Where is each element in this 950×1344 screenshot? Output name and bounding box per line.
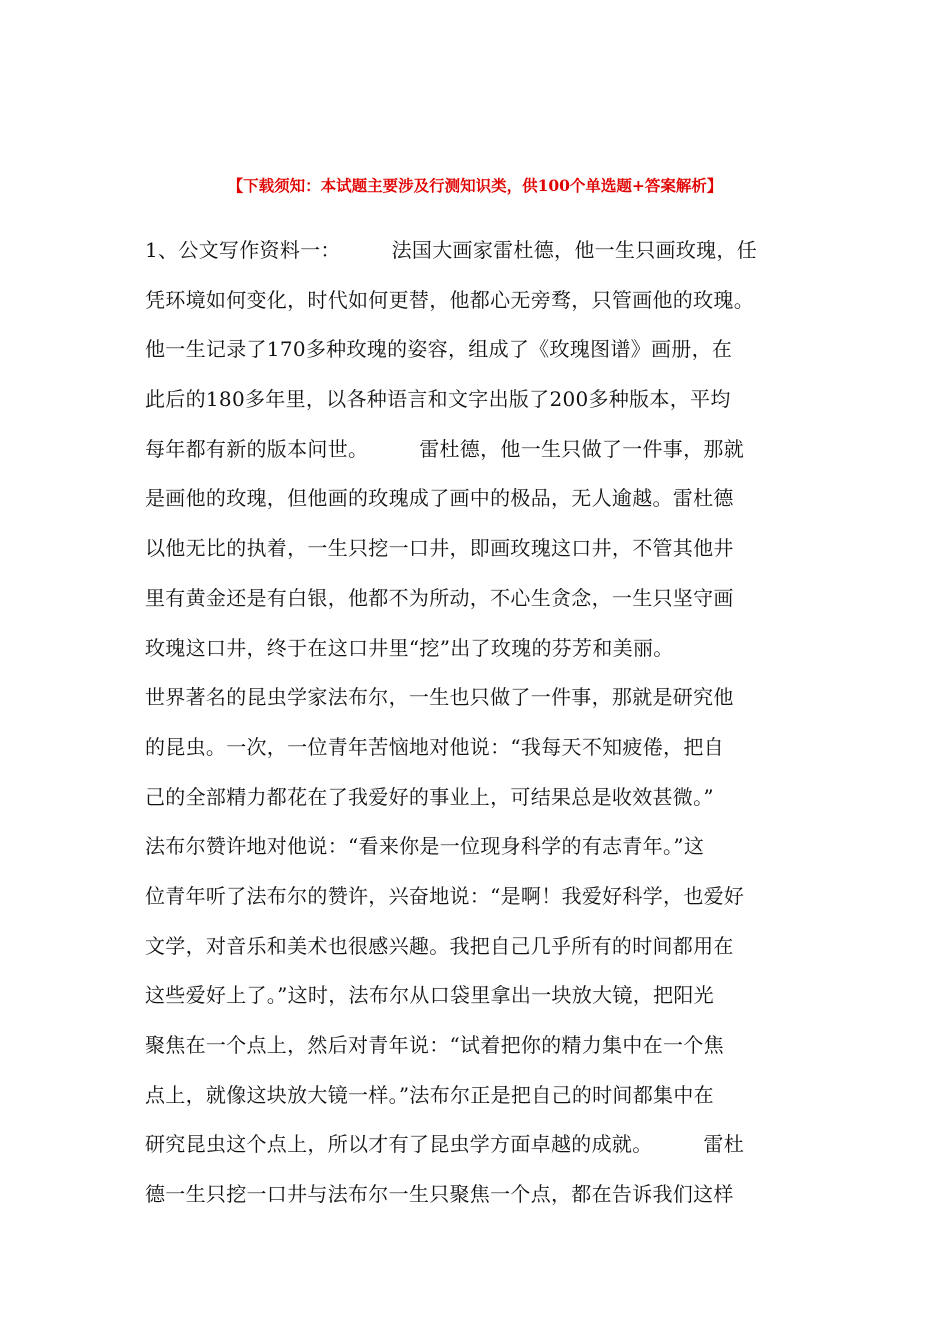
text-line: 此后的180多年里，以各种语言和文字出版了200多种版本，平均 bbox=[145, 387, 731, 412]
text-line: 己的全部精力都花在了我爱好的事业上，可结果总是收效甚微。” bbox=[145, 784, 714, 809]
text-line: 世界著名的昆虫学家法布尔，一生也只做了一件事，那就是研究他 bbox=[145, 685, 734, 710]
text-line: 里有黄金还是有白银，他都不为所动，不心生贪念，一生只坚守画 bbox=[145, 585, 734, 610]
text-line: 研究昆虫这个点上，所以才有了昆虫学方面卓越的成就。 雷杜 bbox=[145, 1132, 744, 1157]
text-line: 凭环境如何变化，时代如何更替，他都心无旁骛，只管画他的玫瑰。 bbox=[145, 287, 754, 312]
text-line: 这些爱好上了。”这时，法布尔从口袋里拿出一块放大镜，把阳光 bbox=[145, 983, 714, 1008]
text-line: 德一生只挖一口井与法布尔一生只聚焦一个点，都在告诉我们这样 bbox=[145, 1182, 734, 1207]
download-notice: 【下载须知：本试题主要涉及行测知识类，供100个单选题+答案解析】 bbox=[227, 176, 723, 195]
text-line: 文学，对音乐和美术也很感兴趣。我把自己几乎所有的时间都用在 bbox=[145, 933, 734, 958]
text-line: 的昆虫。一次，一位青年苦恼地对他说：“我每天不知疲倦，把自 bbox=[145, 734, 724, 759]
question-body bbox=[145, 232, 825, 1226]
text-line: 法布尔赞许地对他说：“看来你是一位现身科学的有志青年。”这 bbox=[145, 834, 705, 859]
text-line: 是画他的玫瑰，但他画的玫瑰成了画中的极品，无人逾越。雷杜德 bbox=[145, 486, 734, 511]
text-line: 1、公文写作资料一： 法国大画家雷杜德，他一生只画玫瑰，任 bbox=[145, 238, 758, 262]
text-line: 位青年听了法布尔的赞许，兴奋地说：“是啊！我爱好科学，也爱好 bbox=[145, 883, 745, 908]
text-line: 每年都有新的版本问世。 雷杜德，他一生只做了一件事，那就 bbox=[145, 436, 744, 461]
text-line: 他一生记录了170多种玫瑰的姿容，组成了《玫瑰图谱》画册，在 bbox=[145, 337, 733, 362]
text-line: 点上，就像这块放大镜一样。”法布尔正是把自己的时间都集中在 bbox=[145, 1082, 714, 1107]
text-line: 聚焦在一个点上，然后对青年说：“试着把你的精力集中在一个焦 bbox=[145, 1033, 724, 1057]
text-line: 玫瑰这口井，终于在这口井里“挖”出了玫瑰的芬芳和美丽。 bbox=[145, 635, 674, 660]
text-line: 以他无比的执着，一生只挖一口井，即画玫瑰这口井，不管其他井 bbox=[145, 536, 734, 561]
